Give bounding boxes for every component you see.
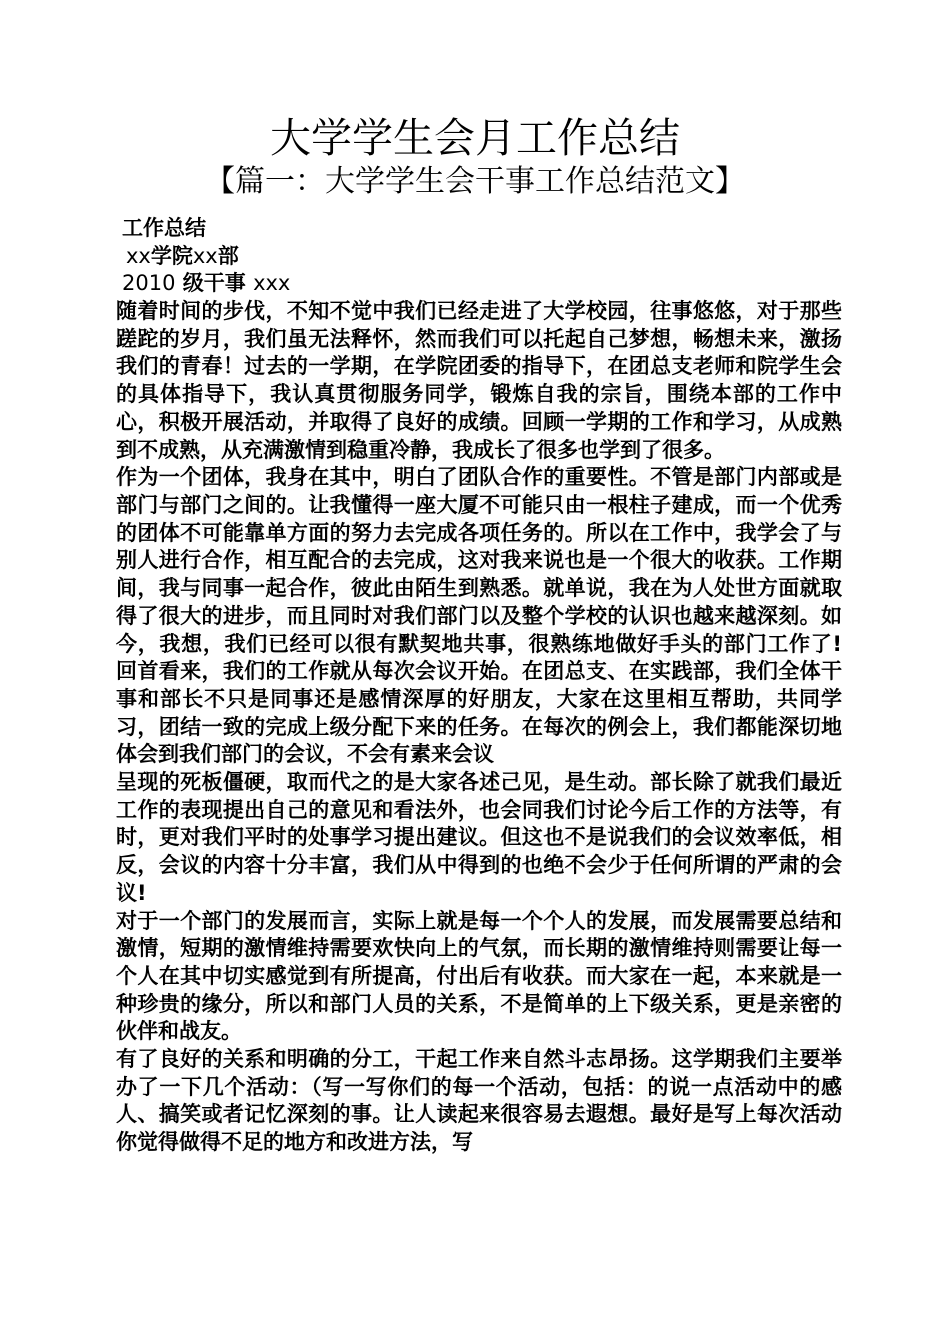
year-text: 2010 [122,271,176,296]
heading-text: 工作总结 [122,216,206,240]
paragraph-5: 有了良好的关系和明确的分工，干起工作来自然斗志昂扬。这学期我们主要举办了一下几个活动：（写一写你们的每一个活动，包括：的说一点活动中的感人、搞笑或者记忆深刻的事。让人读起来很容易去遐想。最好是写上每次活动你觉得做得不足的地方和改进方法，写 [116,1047,842,1155]
paragraph-4: 对于一个部门的发展而言，实际上就是每一个个人的发展，而发展需要总结和激情，短期的激情维持需要欢快向上的气氛，而长期的激情维持则需要让每一个人在其中切实感觉到有所提高，付出后有收获。而大家在一起，本来就是一种珍贵的缘分，所以和部门人员的关系，不是简单的上下级关系，更是亲密的伙伴和战友。 [116,908,842,1044]
paragraph-3: 呈现的死板僵硬，取而代之的是大家各述己见，是生动。部长除了就我们最近工作的表现提出自己的意见和看法外，也会同我们讨论今后工作的方法等，有时，更对我们平时的处事学习提出建议。但这也不是说我们的会议效率低，相反，会议的内容十分丰富，我们从中得到的也绝不会少于任何所谓的严肃的会议! [116,770,842,905]
paragraph-1: 随着时间的步伐，不知不觉中我们已经走进了大学校园，往事悠悠，对于那些蹉跎的岁月，我们虽无法释怀，然而我们可以托起自己梦想，畅想未来，激扬我们的青春！过去的一学期，在学院团委的指导下，在团总支老师和院学生会的具体指导下，我认真贯彻服务同学，锻炼自我的宗旨，围绕本部的工作中心，积极开展活动，并取得了良好的成绩。回顾一学期的工作和学习，从成熟到不成熟，从充满激情到稳重冷静，我成长了很多也学到了很多。 [116,299,842,462]
department-line [116,243,842,271]
document-subtitle: 【篇一：大学学生会干事工作总结范文】 [205,164,745,199]
dept-suffix: 部 [217,243,239,268]
section-heading [116,215,842,243]
dept-mid2: xx [192,243,218,268]
dept-prefix: xx [126,243,151,268]
author-line [116,270,842,298]
role-text: 级干事 [182,271,246,296]
paragraph-2: 作为一个团体，我身在其中，明白了团队合作的重要性。不管是部门内部或是部门与部门之间的。让我懂得一座大厦不可能只由一根柱子建成，而一个优秀的团体不可能靠单方面的努力去完成各项任务的。所以在工作中，我学会了与别人进行合作，相互配合的去完成，这对我来说也是一个很大的收获。工作期间，我与同事一起合作，彼此由陌生到熟悉。就单说，我在为人处世方面就取得了很大的进步，而且同时对我们部门以及整个学校的认识也越来越深刻。如今，我想，我们已经可以很有默契地共事，很熟练地做好手头的部门工作了! 回首看来，我们的工作就从每次会议开始。在团总支、在实践部，我们全体干事和部长不只是同事还是感情深厚的好朋友，大家在这里相互帮助，共同学习，团结一致的完成上级分配下来的任务。在每次的例会上，我们都能深切地体会到我们部门的会议，不会有素来会议 [116,465,842,767]
name-text: xxx [253,271,291,296]
dept-mid: 学院 [150,243,193,268]
document-title: 大学学生会月工作总结 [270,114,680,162]
document-body [116,215,842,1157]
